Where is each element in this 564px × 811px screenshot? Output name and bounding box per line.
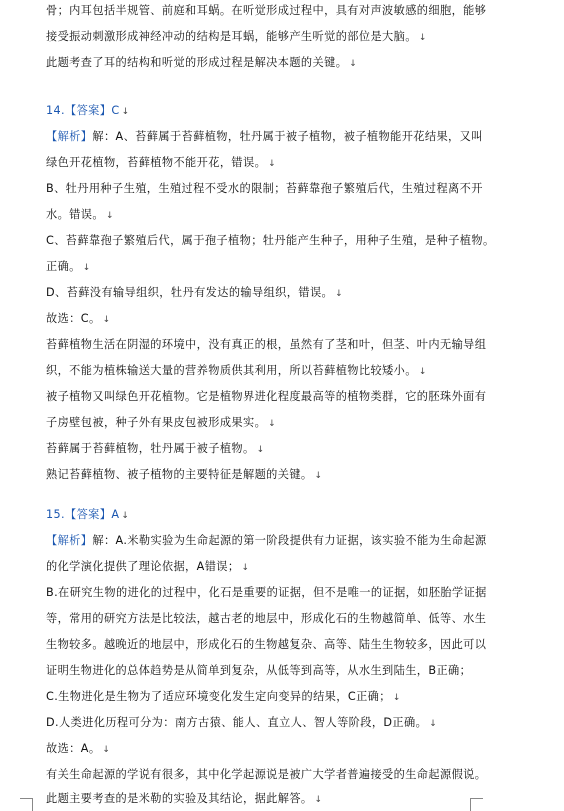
text-line: C、苔藓靠孢子繁殖后代，属于孢子植物；牡丹能产生种子，用种子生殖，是种子植物。 — [46, 234, 495, 247]
paragraph-mark-icon: ↓ — [256, 445, 265, 455]
paragraph-mark-icon: ↓ — [241, 563, 250, 573]
paragraph-mark-icon: ↓ — [314, 795, 323, 805]
text-line: 此题主要考查的是米勒的实验及其结论，据此解答。 ↓ — [46, 792, 323, 805]
text-line: 正确。 ↓ — [46, 260, 91, 273]
text-line: 有关生命起源的学说有很多，其中化学起源说是被广大学者普遍接受的生命起源假说。 — [46, 768, 487, 781]
paragraph-mark-icon: ↓ — [102, 745, 111, 755]
paragraph-mark-icon: ↓ — [121, 107, 130, 117]
analysis-tag: 【解析】 — [46, 130, 93, 143]
paragraph-mark-icon: ↓ — [314, 471, 323, 481]
text-line: 的化学演化提供了理论依据，A错误； ↓ — [46, 560, 250, 573]
text-line: 苔藓属于苔藓植物，牡丹属于被子植物。 ↓ — [46, 442, 265, 455]
paragraph-mark-icon: ↓ — [392, 693, 401, 703]
paragraph-mark-icon: ↓ — [335, 289, 344, 299]
text-line: C.生物进化是生物为了适应环境变化发生定向变异的结果，C正确； ↓ — [46, 690, 401, 703]
text-line: 水。错误。 ↓ — [46, 208, 114, 221]
paragraph-mark-icon: ↓ — [349, 59, 358, 69]
paragraph-mark-icon: ↓ — [418, 367, 427, 377]
text-line: 接受振动刺激形成神经冲动的结构是耳蜗，能够产生听觉的部位是大脑。 ↓ — [46, 30, 427, 43]
text-line: 熟记苔藓植物、被子植物的主要特征是解题的关键。 ↓ — [46, 468, 323, 481]
text-line: 生物较多。越晚近的地层中，形成化石的生物越复杂、高等、陆生生物较多，因此可以 — [46, 638, 487, 651]
paragraph-mark-icon: ↓ — [105, 211, 114, 221]
paragraph-mark-icon: ↓ — [102, 315, 111, 325]
text-line: 故选：A。 ↓ — [46, 742, 111, 755]
paragraph-mark-icon: ↓ — [121, 511, 130, 521]
text-line: 子房壁包被，种子外有果皮包被形成果实。 ↓ — [46, 416, 277, 429]
text-line: 绿色开花植物，苔藓植物不能开花，错误。 ↓ — [46, 156, 277, 169]
text-line: 苔藓植物生活在阴湿的环境中，没有真正的根，虽然有了茎和叶，但茎、叶内无输导组 — [46, 338, 487, 351]
page-corner-mark — [470, 798, 483, 811]
paragraph-mark-icon: ↓ — [418, 33, 427, 43]
page-corner-mark — [20, 798, 33, 811]
text-line: 【解析】解：A.米勒实验为生命起源的第一阶段提供有力证据，该实验不能为生命起源 — [46, 534, 487, 547]
text-line: 织，不能为植株输送大量的营养物质供其利用，所以苔藓植物比较矮小。 ↓ — [46, 364, 427, 377]
text-line: 【解析】解：A、苔藓属于苔藓植物，牡丹属于被子植物，被子植物能开花结果，又叫 — [46, 130, 483, 143]
paragraph-mark-icon: ↓ — [82, 263, 91, 273]
text-line: B.在研究生物的进化的过程中，化石是重要的证据，但不是唯一的证据，如胚胎学证据 — [46, 586, 487, 599]
answer-14-label: 14.【答案】C ↓ — [46, 104, 130, 117]
paragraph-mark-icon: ↓ — [268, 159, 277, 169]
text-line: 故选：C。 ↓ — [46, 312, 111, 325]
answer-15-label: 15.【答案】A ↓ — [46, 508, 130, 521]
text-line: 被子植物又叫绿色开花植物。它是植物界进化程度最高等的植物类群，它的胚珠外面有 — [46, 390, 487, 403]
text-line: 骨；内耳包括半规管、前庭和耳蜗。在听觉形成过程中，具有对声波敏感的细胞，能够 — [46, 4, 487, 17]
text-line: D、苔藓没有输导组织，牡丹有发达的输导组织，错误。 ↓ — [46, 286, 344, 299]
text-line: B、牡丹用种子生殖，生殖过程不受水的限制；苔藓靠孢子繁殖后代，生殖过程离不开 — [46, 182, 483, 195]
text-line: 等，常用的研究方法是比较法，越古老的地层中，形成化石的生物越简单、低等、水生 — [46, 612, 487, 625]
text-line: 证明生物进化的总体趋势是从简单到复杂，从低等到高等，从水生到陆生，B正确； — [46, 664, 472, 677]
paragraph-mark-icon: ↓ — [268, 419, 277, 429]
paragraph-mark-icon: ↓ — [429, 719, 438, 729]
analysis-tag: 【解析】 — [46, 534, 93, 547]
text-line: 此题考查了耳的结构和听觉的形成过程是解决本题的关键。 ↓ — [46, 56, 358, 69]
text-line: D.人类进化历程可分为：南方古猿、能人、直立人、智人等阶段，D正确。 ↓ — [46, 716, 438, 729]
